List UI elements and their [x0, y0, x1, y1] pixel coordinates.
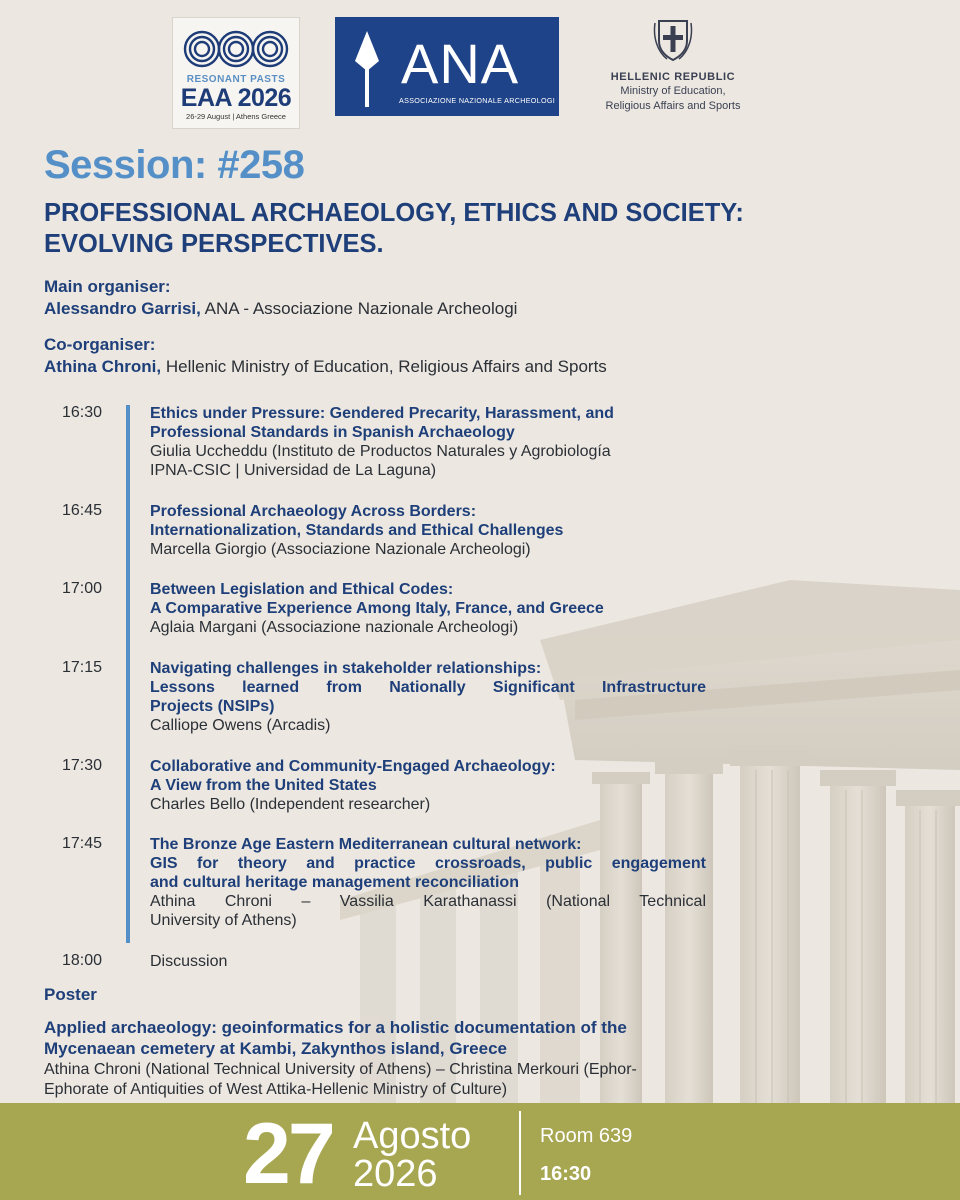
- talk-title: [150, 835, 706, 892]
- ana-logo-wordmark: ANA: [401, 32, 520, 95]
- session-number: Session: #258: [44, 143, 305, 187]
- event-month: Agosto: [353, 1115, 472, 1157]
- program-timeline-bar: [126, 405, 130, 943]
- talk-author-line: Aglaia Margani (Associazione nazionale Archeologi): [150, 619, 519, 636]
- talk-author-line: Marcella Giorgio (Associazione Nazionale Archeologi): [150, 541, 531, 558]
- talk-title-line: Professional Standards in Spanish Archaeology: [150, 424, 515, 441]
- co-organiser-block: [44, 334, 607, 378]
- main-organiser-name: Alessandro Garrisi,: [44, 299, 201, 318]
- talk-title-line: Lessons learned from Nationally Significant Infrastructure: [150, 679, 706, 696]
- ministry-name-line2: Religious Affairs and Sports: [605, 100, 741, 112]
- co-organiser-label: Co-organiser:: [44, 335, 156, 354]
- date-footer-band: [0, 1103, 960, 1200]
- talk-title-line: Professional Archaeology Across Borders:: [150, 503, 477, 520]
- ana-logo: [335, 17, 559, 116]
- slot-time: 18:00: [62, 952, 103, 969]
- talk-author-line: University of Athens): [150, 912, 297, 929]
- greek-coat-of-arms-icon: [653, 17, 693, 63]
- session-title-line: EVOLVING PERSPECTIVES.: [44, 230, 384, 258]
- event-day: 27: [243, 1106, 333, 1200]
- main-organiser-block: [44, 276, 517, 320]
- talk-title-line: Navigating challenges in stakeholder relationships:: [150, 660, 542, 677]
- event-year: 2026: [353, 1153, 438, 1195]
- slot-content: [150, 502, 706, 559]
- talk-title: [150, 757, 706, 795]
- poster-heading: Poster: [44, 985, 97, 1004]
- hellenic-republic-title: HELLENIC REPUBLIC: [610, 71, 736, 83]
- talk-author-line: Calliope Owens (Arcadis): [150, 717, 331, 734]
- ana-logo-subtitle: ASSOCIAZIONE NAZIONALE ARCHEOLOGI: [399, 96, 556, 105]
- slot-time: 17:15: [62, 659, 103, 676]
- talk-title-line: The Bronze Age Eastern Mediterranean cultural network:: [150, 836, 582, 853]
- co-organiser-affiliation: Hellenic Ministry of Education, Religious Affairs and Sports: [161, 357, 607, 376]
- talk-title: [150, 502, 706, 540]
- poster-authors-line: Ephorate of Antiquities of West Attika-Hellenic Ministry of Culture): [44, 1080, 508, 1098]
- talk-title-line: A Comparative Experience Among Italy, France, and Greece: [150, 600, 604, 617]
- session-title: [44, 198, 924, 260]
- talk-title: [150, 659, 706, 716]
- eaa-2026-logo: [172, 17, 300, 129]
- talk-title-line: and cultural heritage management reconciliation: [150, 874, 519, 891]
- talk-author-line: Charles Bello (Independent researcher): [150, 796, 431, 813]
- talk-authors: [150, 540, 706, 559]
- trowel-icon: [353, 31, 381, 109]
- talk-title-line: GIS for theory and practice crossroads, public engagement: [150, 855, 706, 872]
- discussion-label: Discussion: [150, 953, 228, 970]
- talk-title-line: Collaborative and Community-Engaged Archaeology:: [150, 758, 556, 775]
- eaa-logo-dates: 26-29 August | Athens Greece: [186, 112, 286, 121]
- slot-time: 17:00: [62, 580, 103, 597]
- talk-title-line: Projects (NSIPs): [150, 698, 275, 715]
- poster-authors: [44, 1060, 844, 1099]
- slot-time: 16:30: [62, 404, 103, 421]
- talk-authors: [150, 716, 706, 735]
- talk-author-line: Giulia Uccheddu (Instituto de Productos Naturales y Agrobiología: [150, 443, 611, 460]
- eaa-logo-tagline: RESONANT PASTS: [186, 74, 286, 85]
- talk-title-line: Ethics under Pressure: Gendered Precarity, Harassment, and: [150, 405, 614, 422]
- slot-time: 17:30: [62, 757, 103, 774]
- talk-author-line: Athina Chroni – Vassilia Karathanassi (National Technical: [150, 893, 706, 910]
- talk-title-line: A View from the United States: [150, 777, 377, 794]
- slot-content: [150, 580, 706, 637]
- talk-title: [150, 580, 706, 618]
- main-organiser-label: Main organiser:: [44, 277, 171, 296]
- slot-time: 17:45: [62, 835, 103, 852]
- slot-content: [150, 404, 706, 480]
- talk-author-line: IPNA-CSIC | Universidad de La Laguna): [150, 462, 437, 479]
- slot-content: [150, 757, 706, 814]
- talk-authors: [150, 618, 706, 637]
- slot-content: [150, 835, 706, 930]
- event-start-time: 16:30: [540, 1163, 592, 1185]
- poster-title-line: Mycenaean cemetery at Kambi, Zakynthos island, Greece: [44, 1039, 507, 1058]
- event-room: Room 639: [540, 1125, 633, 1147]
- poster-authors-line: Athina Chroni (National Technical University of Athens) – Christina Merkouri (Ephor-: [44, 1061, 637, 1078]
- talk-authors: [150, 952, 706, 971]
- slot-time: 16:45: [62, 502, 103, 519]
- poster-title: [44, 1017, 864, 1059]
- main-organiser-affiliation: ANA - Associazione Nazionale Archeologi: [200, 299, 518, 318]
- session-title-line: PROFESSIONAL ARCHAEOLOGY, ETHICS AND SOCIETY:: [44, 199, 744, 227]
- talk-authors: [150, 892, 706, 930]
- ministry-name-line1: Ministry of Education,: [620, 85, 726, 97]
- talk-title-line: Internationalization, Standards and Ethical Challenges: [150, 522, 564, 539]
- talk-title: [150, 404, 706, 442]
- talk-authors: [150, 442, 706, 480]
- eaa-logo-name: EAA 2026: [180, 84, 292, 112]
- talk-title-line: Between Legislation and Ethical Codes:: [150, 581, 454, 598]
- hellenic-republic-logo: [588, 17, 758, 117]
- slot-content: [150, 659, 706, 735]
- talk-authors: [150, 795, 706, 814]
- slot-content: [150, 952, 706, 971]
- eaa-rings-icon: [180, 27, 292, 71]
- footer-divider: [519, 1111, 521, 1195]
- poster-title-line: Applied archaeology: geoinformatics for a holistic documentation of the: [44, 1018, 627, 1037]
- co-organiser-name: Athina Chroni,: [44, 357, 162, 376]
